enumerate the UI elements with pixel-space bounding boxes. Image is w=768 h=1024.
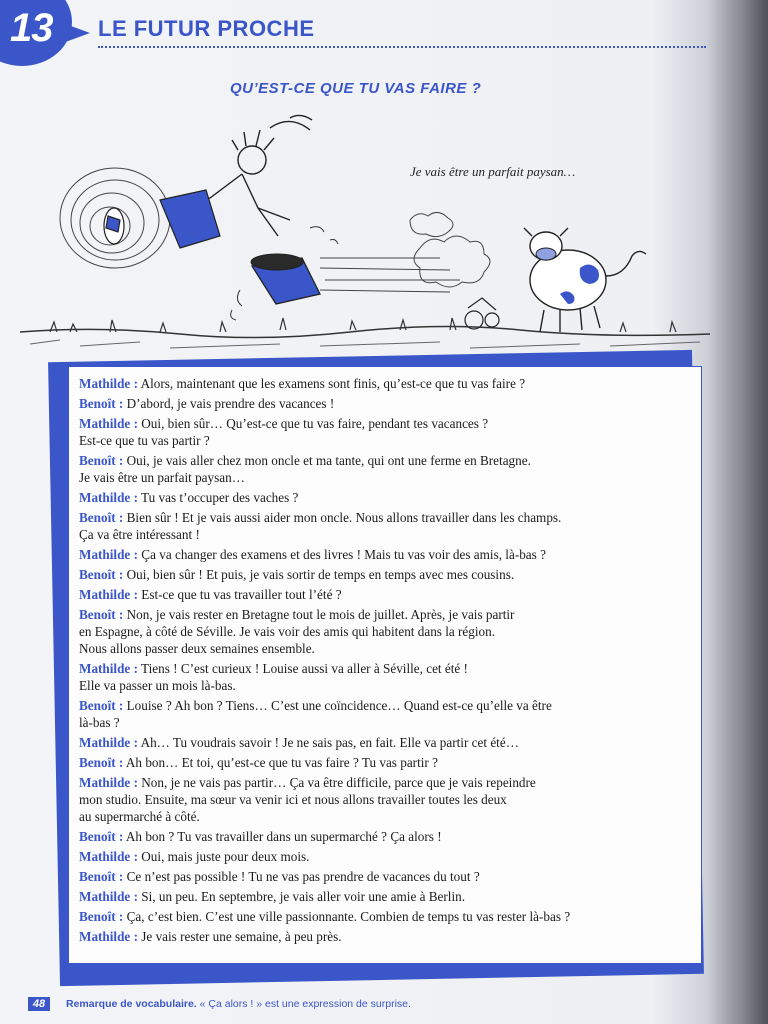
dialogue-text: Ce n’est pas possible ! Tu ne vas pas prendre de vacances du tout ? <box>126 869 480 884</box>
dialogue-line <box>79 469 691 486</box>
dialogue-turn <box>79 452 691 486</box>
speaker-name: Mathilde : <box>79 416 138 431</box>
dialogue-text: Est-ce que tu vas travailler tout l’été ? <box>141 587 342 602</box>
speaker-name: Mathilde : <box>79 547 138 562</box>
speaker-name: Benoît : <box>79 510 124 525</box>
dialogue-line <box>79 888 691 905</box>
dialogue-text: Tu vas t’occuper des vaches ? <box>141 490 299 505</box>
dialogue-text: Alors, maintenant que les examens sont finis, qu’est-ce que tu vas faire ? <box>140 376 526 391</box>
dialogue-text: Si, un peu. En septembre, je vais aller voir une amie à Berlin. <box>141 889 466 904</box>
section-heading: QU’EST-CE QUE TU VAS FAIRE ? <box>230 80 482 97</box>
title-divider <box>98 46 706 48</box>
dialogue-line <box>79 566 691 583</box>
vocabulary-note-label: Remarque de vocabulaire. <box>66 998 197 1010</box>
dialogue-text: Bien sûr ! Et je vais aussi aider mon oncle. Nous allons travailler dans les champs. <box>126 510 562 525</box>
dialogue-line <box>79 452 691 469</box>
dialogue-turn <box>79 888 691 905</box>
speaker-name: Benoît : <box>79 396 124 411</box>
dialogue-text: Ah… Tu voudrais savoir ! Je ne sais pas, en fait. Elle va partir cet été… <box>140 735 519 750</box>
dialogue-turn <box>79 489 691 506</box>
dialogue-text: Est-ce que tu vas partir ? <box>79 433 210 448</box>
chapter-number: 13 <box>10 6 53 50</box>
dialogue-line <box>79 395 691 412</box>
dialogue-line <box>79 714 691 731</box>
dialogue-line <box>79 606 691 623</box>
dialogue-text: Non, je vais rester en Bretagne tout le mois de juillet. Après, je vais partir <box>126 607 515 622</box>
dialogue-turn <box>79 828 691 845</box>
dialogue-line <box>79 928 691 945</box>
dialogue-turn <box>79 928 691 945</box>
dialogue-text: Non, je ne vais pas partir… Ça va être difficile, parce que je vais repeindre <box>141 775 536 790</box>
speaker-name: Mathilde : <box>79 490 138 505</box>
dialogue-text: Oui, bien sûr… Qu’est-ce que tu vas faire, pendant tes vacances ? <box>141 416 489 431</box>
dialogue-turn <box>79 774 691 825</box>
dialogue-line <box>79 734 691 751</box>
speaker-name: Mathilde : <box>79 775 138 790</box>
dialogue-line <box>79 908 691 925</box>
dialogue-turn <box>79 375 691 392</box>
dialogue-text: au supermarché à côté. <box>79 809 200 824</box>
dialogue-line <box>79 697 691 714</box>
speaker-name: Mathilde : <box>79 929 138 944</box>
dialogue-line <box>79 828 691 845</box>
speaker-name: Benoît : <box>79 869 124 884</box>
speaker-name: Mathilde : <box>79 587 138 602</box>
dialogue-turn <box>79 754 691 771</box>
dialogue-line <box>79 791 691 808</box>
dialogue-text: Ça va changer des examens et des livres ! Mais tu vas voir des amis, là-bas ? <box>141 547 546 562</box>
dialogue-line <box>79 677 691 694</box>
dialogue-text: Je vais rester une semaine, à peu près. <box>141 929 342 944</box>
dialogue-text: Elle va passer un mois là-bas. <box>79 678 236 693</box>
dialogue-turn <box>79 908 691 925</box>
dialogue-line <box>79 489 691 506</box>
dialogue-turn <box>79 606 691 657</box>
dialogue-text: en Espagne, à côté de Séville. Je vais voir des amis qui habitent dans la région. <box>79 624 496 639</box>
dialogue-line <box>79 586 691 603</box>
speaker-name: Benoît : <box>79 567 124 582</box>
speaker-name: Benoît : <box>79 909 124 924</box>
speaker-name: Mathilde : <box>79 376 138 391</box>
speaker-name: Mathilde : <box>79 735 138 750</box>
dialogue-turn <box>79 415 691 449</box>
cartoon-illustration <box>20 108 710 360</box>
dialogue-turn <box>79 566 691 583</box>
dialogue-line <box>79 774 691 791</box>
dialogue-turn <box>79 848 691 865</box>
dialogue-turn <box>79 697 691 731</box>
dialogue-line <box>79 546 691 563</box>
dialogue-line <box>79 660 691 677</box>
dialogue-text: Oui, bien sûr ! Et puis, je vais sortir de temps en temps avec mes cousins. <box>126 567 515 582</box>
speaker-name: Benoît : <box>79 755 124 770</box>
dialogue-text: Ah bon… Et toi, qu’est-ce que tu vas faire ? Tu vas partir ? <box>125 755 438 770</box>
dialogue-text: Louise ? Ah bon ? Tiens… C’est une coïncidence… Quand est-ce qu’elle va être <box>126 698 552 713</box>
vocabulary-note-text: « Ça alors ! » est une expression de surprise. <box>196 998 411 1010</box>
dialogue-turn <box>79 395 691 412</box>
dialogue-line <box>79 868 691 885</box>
dialogue-line <box>79 415 691 432</box>
dialogue-line <box>79 509 691 526</box>
speaker-name: Mathilde : <box>79 849 138 864</box>
dialogue-line <box>79 808 691 825</box>
dialogue-turn <box>79 586 691 603</box>
dialogue-line <box>79 640 691 657</box>
dialogue-text: Nous allons passer deux semaines ensemble. <box>79 641 315 656</box>
dialogue-box <box>68 366 702 964</box>
dialogue-turn <box>79 509 691 543</box>
dialogue-text: Oui, mais juste pour deux mois. <box>141 849 310 864</box>
dialogue-line <box>79 526 691 543</box>
dialogue-turn <box>79 868 691 885</box>
dialogue-text: là-bas ? <box>79 715 120 730</box>
dialogue-turn <box>79 546 691 563</box>
dialogue-text: Oui, je vais aller chez mon oncle et ma tante, qui ont une ferme en Bretagne. <box>126 453 531 468</box>
dialogue-turn <box>79 660 691 694</box>
dialogue-text: mon studio. Ensuite, ma sœur va venir ici et nous allons travailler toutes les deux <box>79 792 507 807</box>
dialogue-line <box>79 848 691 865</box>
dialogue-line <box>79 432 691 449</box>
dialogue-turn <box>79 734 691 751</box>
dialogue-line <box>79 623 691 640</box>
speaker-name: Benoît : <box>79 698 124 713</box>
speaker-name: Benoît : <box>79 829 124 844</box>
vocabulary-note <box>66 998 411 1010</box>
dialogue-text: Je vais être un parfait paysan… <box>79 470 245 485</box>
speech-text: Je vais être un parfait paysan… <box>410 164 576 179</box>
dialogue-text: Ça, c’est bien. C’est une ville passionnante. Combien de temps tu vas rester là-bas ? <box>126 909 571 924</box>
speaker-name: Mathilde : <box>79 661 138 676</box>
dialogue-line <box>79 754 691 771</box>
dialogue-text: D’abord, je vais prendre des vacances ! <box>126 396 335 411</box>
dialogue-text: Ça va être intéressant ! <box>79 527 200 542</box>
page-binding-shadow <box>706 0 768 1024</box>
page-number: 48 <box>28 997 50 1011</box>
dialogue-text: Tiens ! C’est curieux ! Louise aussi va aller à Séville, cet été ! <box>141 661 468 676</box>
speaker-name: Benoît : <box>79 453 124 468</box>
dialogue-line <box>79 375 691 392</box>
speaker-name: Benoît : <box>79 607 124 622</box>
speaker-name: Mathilde : <box>79 889 138 904</box>
chapter-title: LE FUTUR PROCHE <box>98 16 315 41</box>
dialogue-text: Ah bon ? Tu vas travailler dans un supermarché ? Ça alors ! <box>125 829 442 844</box>
